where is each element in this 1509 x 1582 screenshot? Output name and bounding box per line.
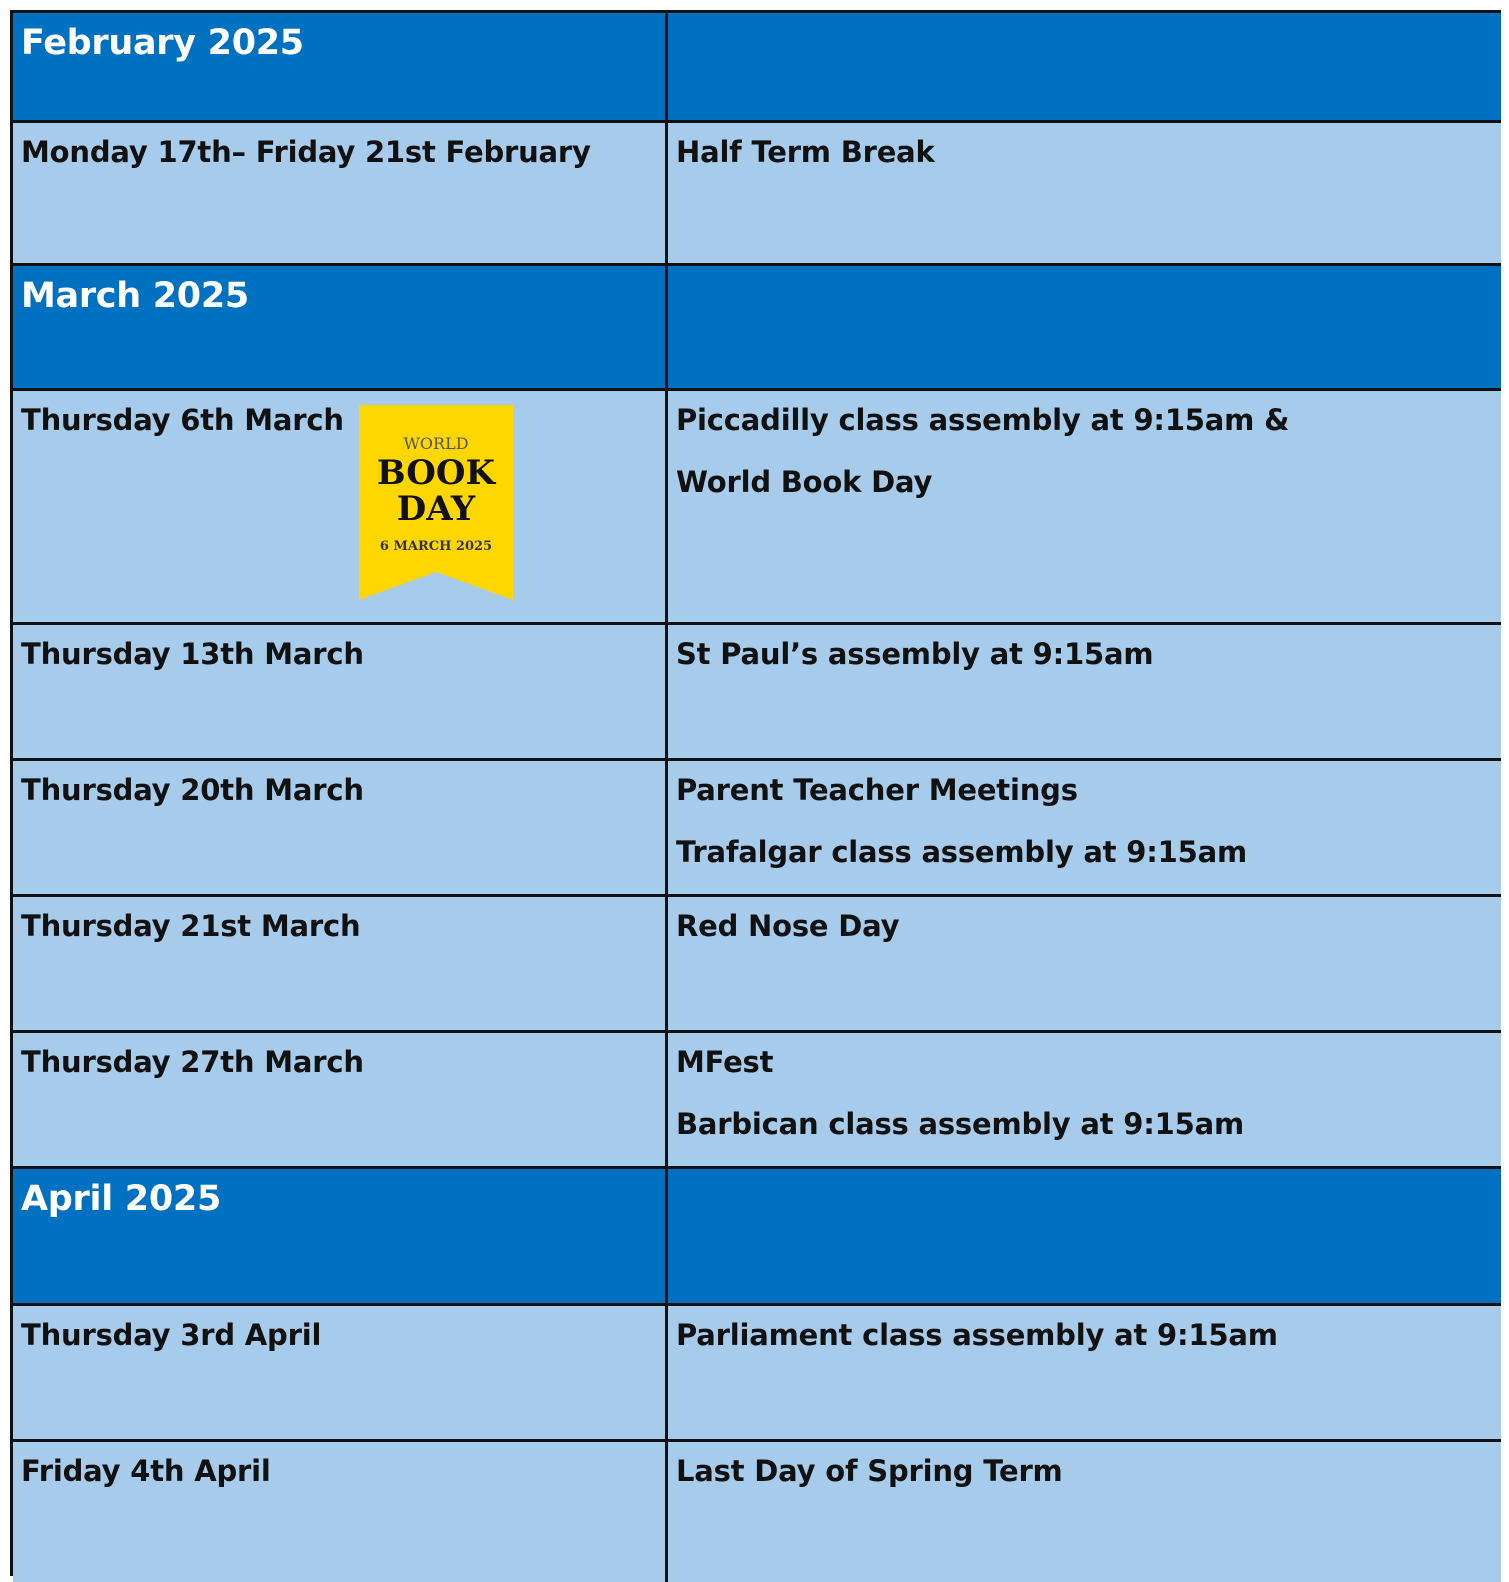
logo-text: BOOK [376,453,496,493]
event-description: Last Day of Spring Term [676,1454,1063,1488]
event-description: World Book Day [676,465,933,499]
logo-text: 6 MARCH 2025 [379,539,493,554]
event-date: Thursday 13th March [21,637,364,671]
month-title: April 2025 [21,1179,221,1219]
event-row [13,1033,1501,1169]
event-description: Half Term Break [676,135,935,169]
month-title: February 2025 [21,23,304,63]
month-title: March 2025 [21,276,249,316]
event-row [13,761,1501,897]
logo-text: DAY [396,489,476,529]
event-description: Trafalgar class assembly at 9:15am [676,835,1247,869]
event-date: Thursday 6th March [21,403,344,437]
month-header-march [13,266,1501,391]
event-date: Thursday 3rd April [21,1318,322,1352]
event-row [13,391,1501,625]
event-date: Thursday 21st March [21,909,361,943]
event-description: Parent Teacher Meetings [676,773,1078,807]
event-date: Thursday 27th March [21,1045,364,1079]
event-row [13,625,1501,761]
event-row [13,1442,1501,1582]
events-calendar-table [10,10,1501,1576]
world-book-day-logo [358,404,514,601]
event-description: Red Nose Day [676,909,900,943]
logo-text: WORLD [403,434,469,453]
event-date: Monday 17th– Friday 21st February [21,135,591,169]
event-row [13,123,1501,266]
event-row [13,1306,1501,1442]
event-date: Friday 4th April [21,1454,271,1488]
event-description: St Paul’s assembly at 9:15am [676,637,1154,671]
event-description: Piccadilly class assembly at 9:15am & [676,403,1290,437]
event-description: Parliament class assembly at 9:15am [676,1318,1278,1352]
event-date: Thursday 20th March [21,773,364,807]
event-description: MFest [676,1045,774,1079]
event-row [13,897,1501,1033]
month-header-february [13,13,1501,123]
event-description: Barbican class assembly at 9:15am [676,1107,1245,1141]
month-header-april [13,1169,1501,1306]
